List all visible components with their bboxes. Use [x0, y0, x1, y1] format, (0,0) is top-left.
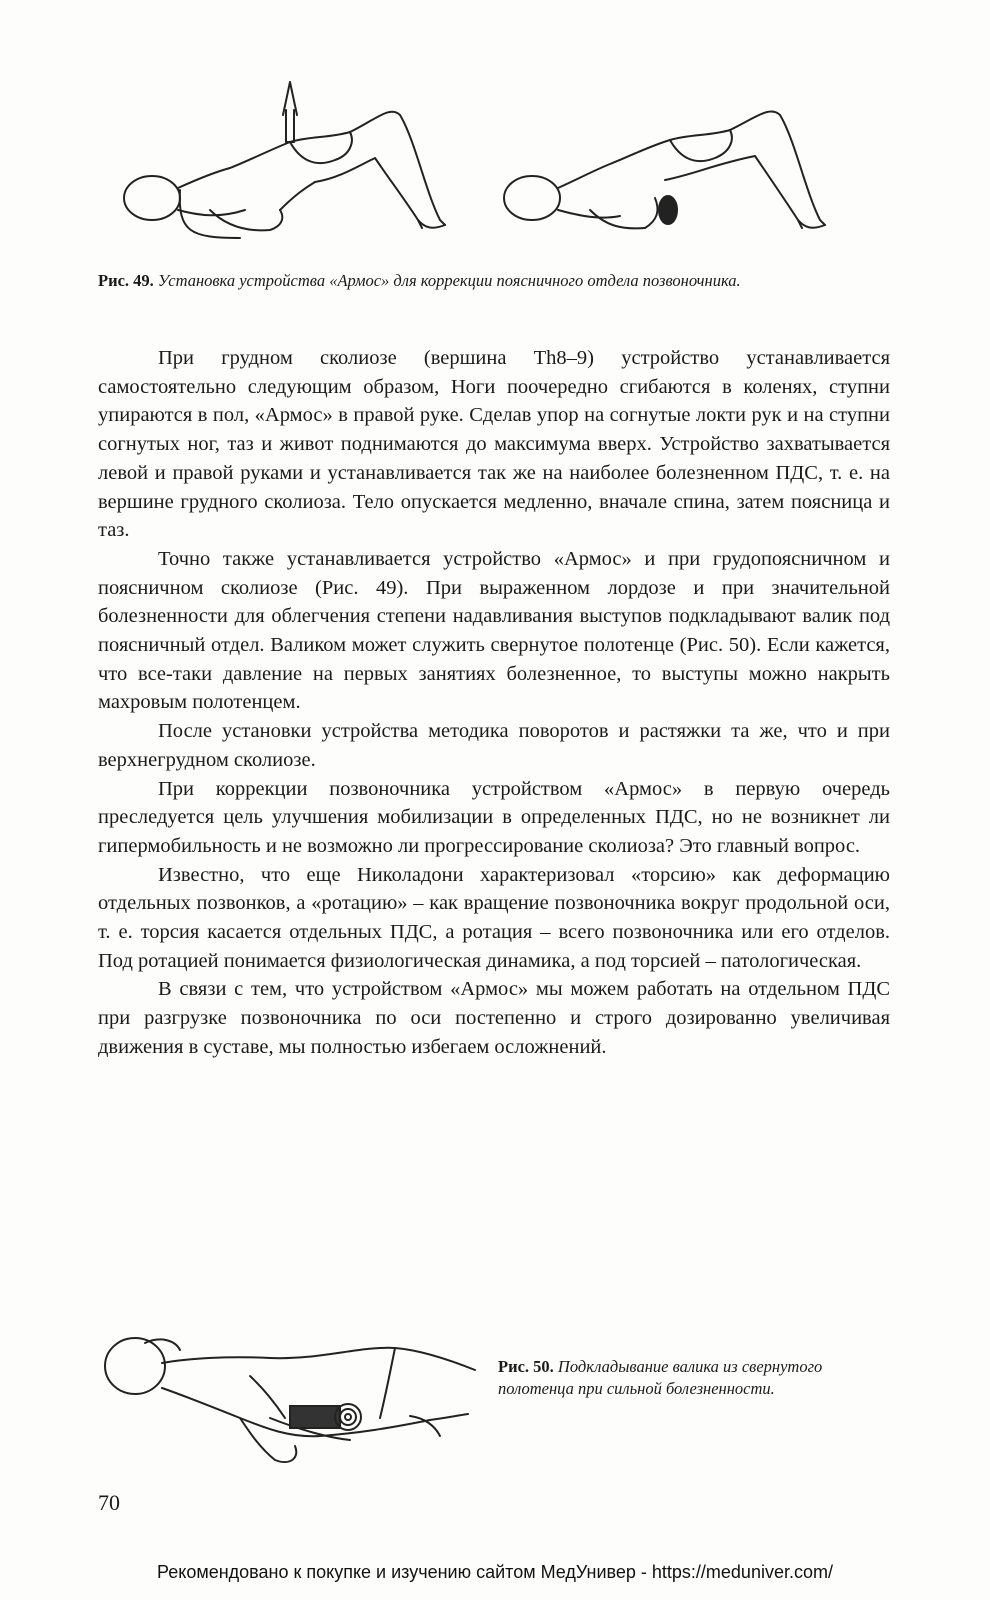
- paragraph: При коррекции позвоночника устройством «Армос» в первую очередь преследуется цель улучшения мобилизации в определенных ПДС, но не возникнет ли гипермобильность и не возможно ли прогрессирование сколиоза? Это главный вопрос.: [98, 777, 890, 857]
- figure-50-caption-text: Подкладывание валика из свернутого полотенца при сильной болезненности.: [498, 1357, 823, 1398]
- paragraph: При грудном сколиозе (вершина Th8–9) устройство устанавливается самостоятельно следующим образом, Ноги поочередно сгибаются в коленях, ступни упираются в пол, «Армос» в правой руке. Сделав упор на согнутые локти рук и на ступни согнутых ног, таз и живот поднимаются до максимума вверх. Устройство захватывается левой и правой руками и устанавливается так же на наиболее болезненном ПДС, т. е. на вершине грудного сколиоза. Тело опускается медленно, вначале спина, затем поясница и таз.: [98, 347, 890, 542]
- figure-49-caption: [98, 270, 898, 291]
- figure-49-illustration: [100, 60, 900, 260]
- figure-50-illustration: [90, 1318, 490, 1468]
- figure-49-right-person: [504, 111, 825, 228]
- footer-note: Рекомендовано к покупке и изучению сайтом МедУнивер - https://meduniver.com/: [157, 1562, 833, 1582]
- figure-49-caption-text: Установка устройства «Армос» для коррекции поясничного отдела позвоночника.: [153, 271, 741, 290]
- up-arrow-icon: [283, 82, 297, 142]
- figure-50-label: Рис. 50.: [498, 1357, 554, 1376]
- body-text: [98, 344, 890, 1062]
- paragraph: Известно, что еще Николадони характеризовал «торсию» как деформацию отдельных позвонков, а «ротацию» – как вращение позвоночника вокруг продольной оси, т. е. торсия касается отдельных ПДС, а ротация – всего позвоночника или его отделов. Под ротацией понимается физиологическая динамика, а под торсией – патологическая.: [98, 863, 890, 972]
- paragraph: Точно также устанавливается устройство «Армос» и при грудопоясничном и поясничном сколиозе (Рис. 49). При выраженном лордозе и при значительной болезненности для облегчения степени надавливания выступов подкладывают валик под поясничный отдел. Валиком может служить свернутое полотенце (Рис. 50). Если кажется, что все-таки давление на первых занятиях болезненное, то выступы можно накрыть махровым полотенцем.: [98, 547, 890, 714]
- figure-49-label: Рис. 49.: [98, 271, 154, 290]
- paragraph: После установки устройства методика поворотов и растяжки та же, что и при верхнегрудном сколиозе.: [98, 720, 890, 771]
- paragraph: В связи с тем, что устройством «Армос» мы можем работать на отдельном ПДС при разгрузке позвоночника по оси постепенно и строго дозированно увеличивая движения в суставе, мы полностью избегаем осложнений.: [98, 978, 890, 1058]
- page-number: 70: [98, 1490, 120, 1515]
- figure-49-left-person: [124, 112, 445, 238]
- figure-50-caption: [498, 1356, 893, 1399]
